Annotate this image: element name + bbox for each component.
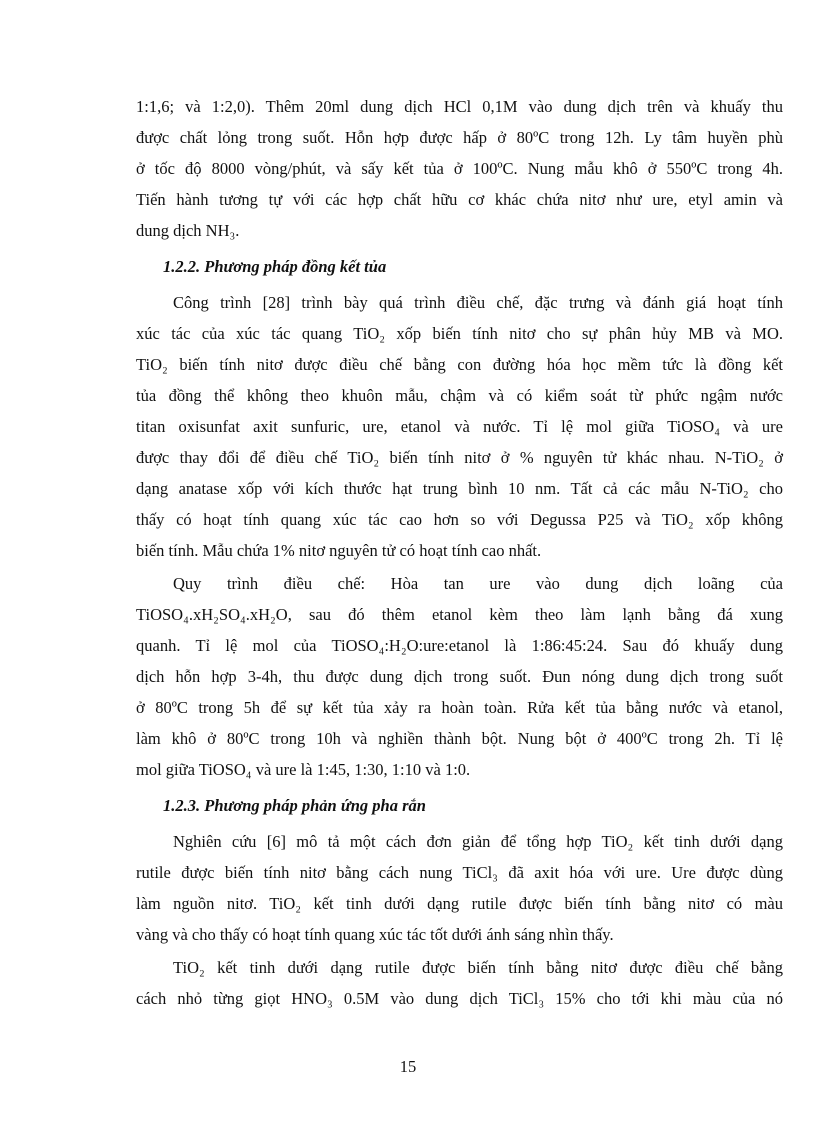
paragraph-2-line-8: thấy có hoạt tính quang xúc tác cao hơn so với Degussa P25 và TiO₂ xốp không bbox=[136, 510, 783, 529]
paragraph-4-line-2: rutile được biến tính nitơ bằng cách nung TiCl₃ đã axit hóa với ure. Ure được dùng bbox=[136, 863, 783, 882]
paragraph-2-line-6: được thay đổi để điều chế TiO₂ biến tính nitơ ở % nguyên tử khác nhau. N-TiO₂ ở bbox=[136, 448, 783, 467]
paragraph-3-line-7: mol giữa TiOSO₄ và ure là 1:45, 1:30, 1:10 và 1:0. bbox=[136, 760, 471, 779]
section-heading-1-2-2: 1.2.2. Phương pháp đồng kết tủa bbox=[163, 257, 387, 276]
paragraph-4-line-4: vàng và cho thấy có hoạt tính quang xúc tác tốt dưới ánh sáng nhìn thấy. bbox=[136, 925, 614, 944]
paragraph-2-line-4: tủa đồng thể không theo khuôn mẫu, chậm và có kiểm soát từ phức ngậm nước bbox=[136, 386, 783, 405]
paragraph-2-line-7: dạng anatase xốp với kích thước hạt trung bình 10 nm. Tất cả các mẫu N-TiO₂ cho bbox=[136, 479, 783, 498]
paragraph-4-line-1: Nghiên cứu [6] mô tả một cách đơn giản để tổng hợp TiO₂ kết tinh dưới dạng bbox=[173, 832, 783, 851]
paragraph-3-line-3: quanh. Tỉ lệ mol của TiOSO₄:H₂O:ure:etanol là 1:86:45:24. Sau đó khuấy dung bbox=[136, 636, 783, 655]
paragraph-1-line-2: được chất lỏng trong suốt. Hỗn hợp được hấp ở 80ºC trong 12h. Ly tâm huyền phù bbox=[136, 128, 783, 147]
paragraph-1-line-4: Tiến hành tương tự với các hợp chất hữu cơ khác chứa nitơ như ure, etyl amin và bbox=[136, 190, 783, 209]
paragraph-2-line-9: biến tính. Mẫu chứa 1% nitơ nguyên tử có hoạt tính cao nhất. bbox=[136, 541, 542, 560]
page-number: 15 bbox=[399, 1057, 417, 1076]
paragraph-3-line-6: làm khô ở 80ºC trong 10h và nghiền thành bột. Nung bột ở 400ºC trong 2h. Tỉ lệ bbox=[136, 729, 783, 748]
paragraph-5-line-1: TiO₂ kết tinh dưới dạng rutile được biến tính bằng nitơ được điều chế bằng bbox=[173, 958, 783, 977]
paragraph-1-line-5: dung dịch NH₃. bbox=[136, 221, 240, 240]
paragraph-3-line-5: ở 80ºC trong 5h để sự kết tủa xảy ra hoàn toàn. Rửa kết tủa bằng nước và etanol, bbox=[136, 698, 783, 717]
paragraph-3-line-4: dịch hỗn hợp 3-4h, thu được dung dịch trong suốt. Đun nóng dung dịch trong suốt bbox=[136, 667, 783, 686]
section-heading-1-2-3: 1.2.3. Phương pháp phản ứng pha rắn bbox=[163, 796, 426, 815]
paragraph-1-line-1: 1:1,6; và 1:2,0). Thêm 20ml dung dịch HCl 0,1M vào dung dịch trên và khuấy thu bbox=[136, 97, 783, 116]
paragraph-3-line-1: Quy trình điều chế: Hòa tan ure vào dung dịch loãng của bbox=[173, 574, 783, 593]
paragraph-5-line-2: cách nhỏ từng giọt HNO₃ 0.5M vào dung dịch TiCl₃ 15% cho tới khi màu của nó bbox=[136, 989, 783, 1008]
paragraph-4-line-3: làm nguồn nitơ. TiO₂ kết tinh dưới dạng rutile được biến tính bằng nitơ có màu bbox=[136, 894, 783, 913]
paragraph-2-line-1: Công trình [28] trình bày quá trình điều chế, đặc trưng và đánh giá hoạt tính bbox=[173, 293, 783, 312]
paragraph-2-line-2: xúc tác của xúc tác quang TiO₂ xốp biến tính nitơ cho sự phân hủy MB và MO. bbox=[136, 324, 783, 343]
paragraph-2-line-3: TiO₂ biến tính nitơ được điều chế bằng con đường hóa học mềm tức là đồng kết bbox=[136, 355, 783, 374]
paragraph-1-line-3: ở tốc độ 8000 vòng/phút, và sấy kết tủa ở 100ºC. Nung mẫu khô ở 550ºC trong 4h. bbox=[136, 159, 783, 178]
paragraph-2-line-5: titan oxisunfat axit sunfuric, ure, etanol và nước. Tỉ lệ mol giữa TiOSO₄ và ure bbox=[136, 417, 783, 436]
paragraph-3-line-2: TiOSO₄.xH₂SO₄.xH₂O, sau đó thêm etanol kèm theo làm lạnh bằng đá xung bbox=[136, 605, 783, 624]
